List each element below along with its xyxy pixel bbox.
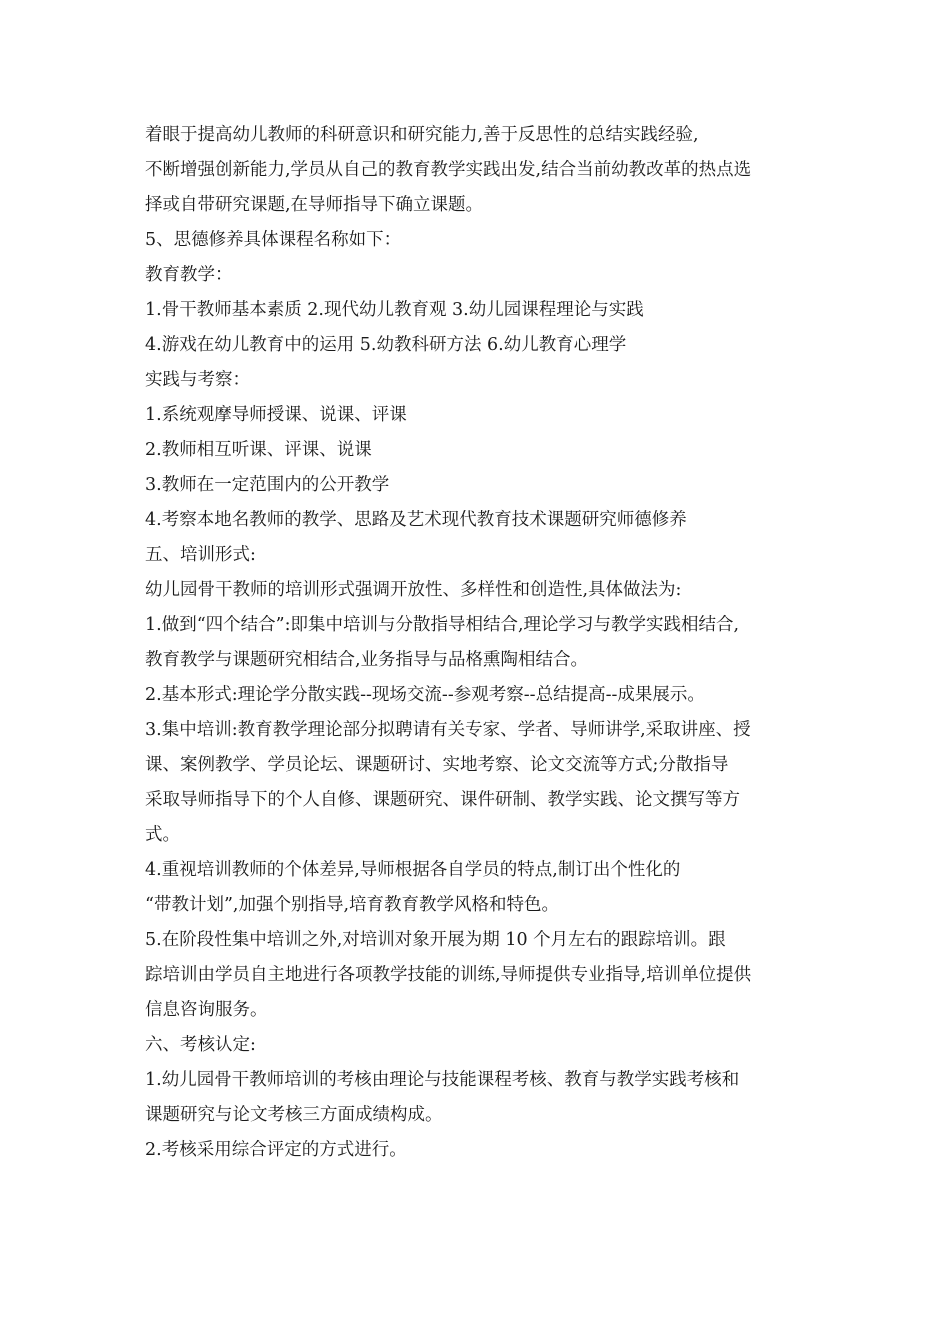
text-line: 式。 bbox=[145, 825, 180, 845]
list-item: 1.做到“四个结合”:即集中培训与分散指导相结合,理论学习与教学实践相结合, bbox=[145, 615, 740, 635]
list-item: 5.在阶段性集中培训之外,对培训对象开展为期 10 个月左右的跟踪培训。跟 bbox=[145, 930, 726, 950]
list-item: 4.游戏在幼儿教育中的运用 5.幼教科研方法 6.幼儿教育心理学 bbox=[145, 335, 627, 355]
document-body bbox=[145, 118, 815, 1168]
subsection-heading: 教育教学： bbox=[145, 265, 233, 285]
section-heading: 5、思德修养具体课程名称如下： bbox=[145, 230, 402, 250]
list-item: 3.教师在一定范围内的公开教学 bbox=[145, 475, 390, 495]
subsection-heading: 实践与考察： bbox=[145, 370, 250, 390]
list-item: 3.集中培训:教育教学理论部分拟聘请有关专家、学者、导师讲学,采取讲座、授 bbox=[145, 720, 751, 740]
text-line: 教育教学与课题研究相结合,业务指导与品格熏陶相结合。 bbox=[145, 650, 589, 670]
list-item: 1.系统观摩导师授课、说课、评课 bbox=[145, 405, 407, 425]
text-line: 着眼于提高幼儿教师的科研意识和研究能力,善于反思性的总结实践经验, bbox=[145, 125, 699, 145]
text-line: 踪培训由学员自主地进行各项教学技能的训练,导师提供专业指导,培训单位提供 bbox=[145, 965, 752, 985]
text-line: 采取导师指导下的个人自修、课题研究、课件研制、教学实践、论文撰写等方 bbox=[145, 790, 740, 810]
text-line: 信息咨询服务。 bbox=[145, 1000, 268, 1020]
list-item: 1.幼儿园骨干教师培训的考核由理论与技能课程考核、教育与教学实践考核和 bbox=[145, 1070, 740, 1090]
list-item: 4.重视培训教师的个体差异,导师根据各自学员的特点,制订出个性化的 bbox=[145, 860, 681, 880]
section-heading: 五、培训形式: bbox=[145, 545, 256, 565]
text-line: 不断增强创新能力,学员从自己的教育教学实践出发,结合当前幼教改革的热点选 bbox=[145, 160, 752, 180]
list-item: 2.教师相互听课、评课、说课 bbox=[145, 440, 372, 460]
section-heading: 六、考核认定: bbox=[145, 1035, 256, 1055]
text-line: 幼儿园骨干教师的培训形式强调开放性、多样性和创造性,具体做法为: bbox=[145, 580, 682, 600]
text-line: 课题研究与论文考核三方面成绩构成。 bbox=[145, 1105, 443, 1125]
list-item: 2.考核采用综合评定的方式进行。 bbox=[145, 1140, 407, 1160]
text-line: 择或自带研究课题,在导师指导下确立课题。 bbox=[145, 195, 484, 215]
list-item: 4.考察本地名教师的教学、思路及艺术现代教育技术课题研究师德修养 bbox=[145, 510, 687, 530]
list-item: 2.基本形式:理论学分散实践--现场交流--参观考察--总结提高--成果展示。 bbox=[145, 685, 705, 705]
list-item: 1.骨干教师基本素质 2.现代幼儿教育观 3.幼儿园课程理论与实践 bbox=[145, 300, 644, 320]
text-line: “带教计划”,加强个别指导,培育教育教学风格和特色。 bbox=[145, 895, 560, 915]
text-line: 课、案例教学、学员论坛、课题研讨、实地考察、论文交流等方式;分散指导 bbox=[145, 755, 729, 775]
